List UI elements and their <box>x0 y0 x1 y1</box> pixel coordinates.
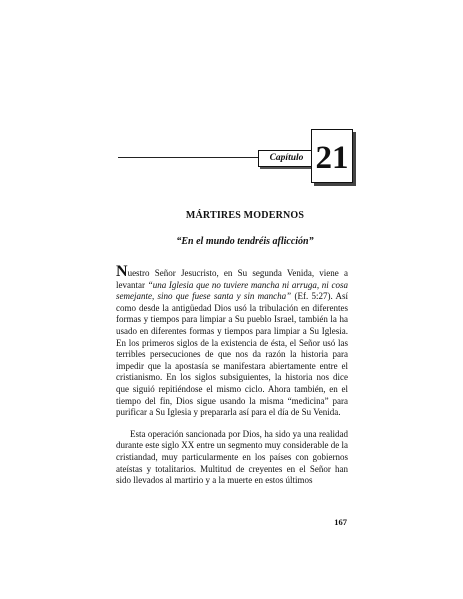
chapter-number-box <box>311 129 353 183</box>
paragraph-1-text-b: (Ef. 5:27). Así como desde la antigüedad Dios usó la tribulación en diferentes formas y tiempos para limpiar a Su pueblo Israel, también la ha usado en diferentes formas y tiempos para limpiar a Su Iglesia. En los primeros siglos de la existencia de ésta, el Señor usó las terribles persecuciones de que nos da razón la historia para impedir que la apostasía se manifestara abiertamente entre el cristianismo. En los siglos subsiguientes, la historia nos dice que siguió repitiéndose el mismo ciclo. Ahora también, en el tiempo del fin, Dios sigue usando la misma “medicina” para purificar a Su Iglesia y prepararla así para el día de Su Venida. <box>116 291 348 418</box>
chapter-subtitle: “En el mundo tendréis aflicción” <box>176 236 314 247</box>
chapter-title: MÁRTIRES MODERNOS <box>185 210 305 221</box>
paragraph-2: Esta operación sancionada por Dios, ha sido ya una realidad durante este siglo XX entre un segmento muy considerable de la cristiandad, muy particularmente en los países con gobiernos ateístas y totalitarios. Multitud de creyentes en el Señor han sido llevados al martirio y a la muerte en estos últimos <box>116 428 348 486</box>
chapter-number: 21 <box>315 140 349 176</box>
drop-cap: N <box>116 263 128 280</box>
page-number: 167 <box>334 517 347 527</box>
chapter-label: Capítulo <box>258 150 315 167</box>
paragraph-1 <box>116 263 348 419</box>
scripture-quote: “una Iglesia que no tuviere mancha ni arruga, ni cosa semejante, sino que fuese santa y sin mancha” <box>116 279 348 302</box>
body-text <box>116 263 348 487</box>
paragraph-1-text-a: uestro Señor Jesucristo, en Su segunda Venida, viene a levantar <box>116 268 348 290</box>
